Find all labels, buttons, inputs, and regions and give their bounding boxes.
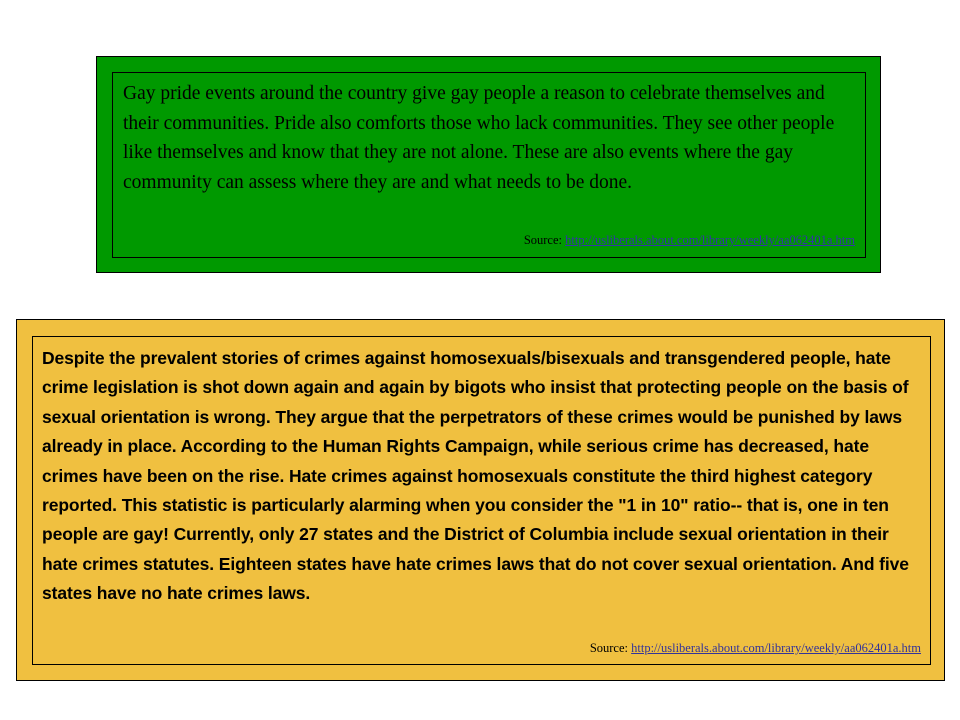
yellow-source-link[interactable]: http://usliberals.about.com/library/weekly/aa062401a.htm <box>631 641 921 655</box>
green-source-line <box>524 233 855 248</box>
green-quote-text: Gay pride events around the country give gay people a reason to celebrate themselves and their communities. Pride also comforts those who lack communities. They see other people like themselves and know that they are not alone. These are also events where the gay community can assess where they are and what needs to be done. <box>123 83 835 193</box>
yellow-quote-text: Despite the prevalent stories of crimes against homosexuals/bisexuals and transgendered people, hate crime legislation is shot down again and again by bigots who insist that protecting people on the basis of sexual orientation is wrong. They argue that the perpetrators of these crimes would be punished by laws already in place. According to the Human Rights Campaign, while serious crime has decreased, hate crimes have been on the rise. Hate crimes against homosexuals constitute the third highest category reported. This statistic is particularly alarming when you consider the "1 in 10" ratio-- that is, one in ten people are gay! Currently, only 27 states and the District of Columbia include sexual orientation in their hate crimes statutes. Eighteen states have hate crimes laws that do not cover sexual orientation. And five states have no hate crimes laws. <box>42 348 909 604</box>
yellow-source-label: Source: <box>589 641 632 655</box>
green-source-label: Source: <box>523 233 566 247</box>
yellow-quote-inner-frame <box>32 336 931 665</box>
yellow-quote-panel <box>16 319 945 681</box>
green-quote-inner-frame <box>112 72 866 258</box>
green-quote-panel <box>96 56 881 273</box>
green-source-link[interactable]: http://usliberals.about.com/library/weekly/aa062401a.htm <box>565 233 855 247</box>
yellow-source-line <box>590 641 921 656</box>
